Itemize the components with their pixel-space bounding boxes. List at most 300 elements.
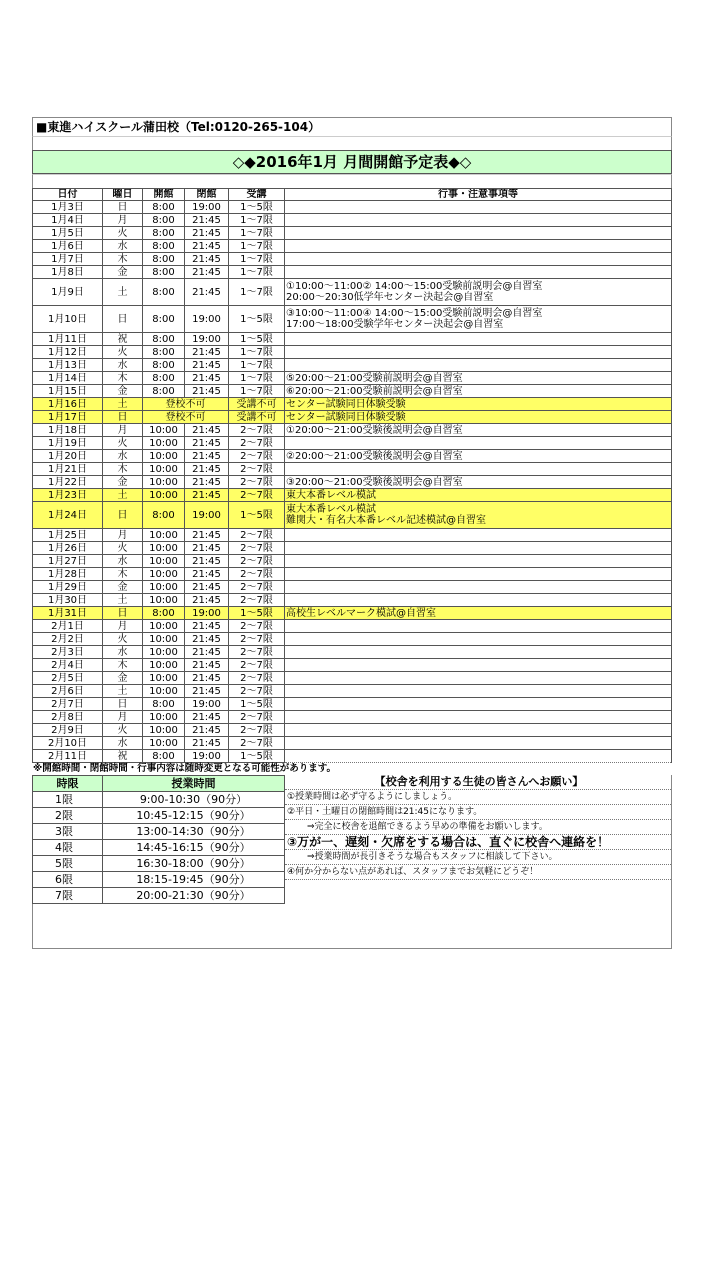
rule-item: ③万が一、遅刻・欠席をする場合は、直ぐに校舎へ連絡を！ xyxy=(285,835,671,850)
close-time-cell: 21:45 xyxy=(185,346,229,359)
open-time-cell: 8:00 xyxy=(143,214,185,227)
rules-title: 【校舎を利用する生徒の皆さんへお願い】 xyxy=(285,775,671,790)
event-text: センター試験同日体験受験 xyxy=(286,411,406,423)
rule-item: ②平日・土曜日の閉館時間は21:45になります。 xyxy=(285,805,671,820)
weekday-cell: 月 xyxy=(103,424,143,437)
rule-item: ④何か分からない点があれば、スタッフまでお気軽にどうぞ！ xyxy=(285,865,671,880)
table-row xyxy=(33,646,672,659)
open-time-cell: 10:00 xyxy=(143,633,185,646)
table-row xyxy=(33,227,672,240)
event-text: ①10:00～11:00② 14:00～15:00受験前説明会@自習室 xyxy=(286,281,543,292)
class-period-cell: 2～7限 xyxy=(229,685,285,698)
close-time-cell: 21:45 xyxy=(185,253,229,266)
event-text: ①20:00～21:00受験後説明会@自習室 xyxy=(286,424,463,436)
table-row xyxy=(33,450,672,463)
class-period-cell: 1～5限 xyxy=(229,607,285,620)
open-time-cell: 10:00 xyxy=(143,581,185,594)
date-cell: 1月11日 xyxy=(33,333,103,346)
weekday-cell: 月 xyxy=(103,620,143,633)
weekday-cell: 火 xyxy=(103,542,143,555)
weekday-cell: 祝 xyxy=(103,750,143,763)
class-period-cell: 1～5限 xyxy=(229,698,285,711)
open-time-cell: 8:00 xyxy=(143,698,185,711)
date-cell: 1月4日 xyxy=(33,214,103,227)
date-cell: 2月5日 xyxy=(33,672,103,685)
weekday-cell: 土 xyxy=(103,398,143,411)
weekday-cell: 木 xyxy=(103,659,143,672)
table-row xyxy=(33,568,672,581)
date-cell: 1月31日 xyxy=(33,607,103,620)
table-row xyxy=(33,685,672,698)
weekday-cell: 木 xyxy=(103,253,143,266)
table-row xyxy=(33,306,672,333)
class-period-cell: 1～7限 xyxy=(229,227,285,240)
table-row xyxy=(33,581,672,594)
event-cell xyxy=(285,463,672,476)
table-row xyxy=(33,620,672,633)
event-cell xyxy=(285,724,672,737)
open-time-cell: 10:00 xyxy=(143,620,185,633)
event-cell xyxy=(285,737,672,750)
date-cell: 2月3日 xyxy=(33,646,103,659)
event-text: ③20:00～21:00受験後説明会@自習室 xyxy=(286,476,463,488)
date-cell: 1月12日 xyxy=(33,346,103,359)
weekday-cell: 土 xyxy=(103,594,143,607)
period-row xyxy=(33,840,285,856)
weekday-cell: 日 xyxy=(103,502,143,529)
period-time: 9:00-10:30（90分） xyxy=(103,792,285,808)
date-cell: 1月23日 xyxy=(33,489,103,502)
weekday-cell: 水 xyxy=(103,359,143,372)
date-cell: 1月29日 xyxy=(33,581,103,594)
weekday-cell: 土 xyxy=(103,279,143,306)
event-cell xyxy=(285,672,672,685)
class-period-cell: 1～7限 xyxy=(229,385,285,398)
class-period-cell: 2～7限 xyxy=(229,529,285,542)
event-text: 東大本番レベル模試 xyxy=(286,504,376,515)
class-period-cell: 受講不可 xyxy=(229,398,285,411)
event-cell xyxy=(285,489,672,502)
open-time-cell: 10:00 xyxy=(143,594,185,607)
weekday-cell: 月 xyxy=(103,214,143,227)
table-row xyxy=(33,659,672,672)
class-period-cell: 2～7限 xyxy=(229,633,285,646)
weekday-cell: 水 xyxy=(103,240,143,253)
close-time-cell: 21:45 xyxy=(185,476,229,489)
close-time-cell: 21:45 xyxy=(185,463,229,476)
closed-cell: 登校不可 xyxy=(143,398,229,411)
close-time-cell: 21:45 xyxy=(185,581,229,594)
date-cell: 1月21日 xyxy=(33,463,103,476)
event-text: 17:00～18:00受験学年センター決起会@自習室 xyxy=(286,319,504,330)
period-name: 6限 xyxy=(33,872,103,888)
event-text: 難関大・有名大本番レベル記述模試@自習室 xyxy=(286,515,486,526)
event-text: ③10:00～11:00④ 14:00～15:00受験前説明会@自習室 xyxy=(286,308,543,319)
table-row xyxy=(33,240,672,253)
col-close-header: 閉館 xyxy=(185,189,229,201)
event-cell xyxy=(285,750,672,763)
table-row xyxy=(33,529,672,542)
date-cell: 1月28日 xyxy=(33,568,103,581)
period-row xyxy=(33,824,285,840)
event-cell xyxy=(285,502,672,529)
col-events-header: 行事・注意事項等 xyxy=(285,189,672,201)
event-cell xyxy=(285,542,672,555)
table-row xyxy=(33,555,672,568)
date-cell: 1月20日 xyxy=(33,450,103,463)
weekday-cell: 金 xyxy=(103,266,143,279)
weekday-cell: 金 xyxy=(103,476,143,489)
closed-cell: 登校不可 xyxy=(143,411,229,424)
event-cell xyxy=(285,359,672,372)
rules-panel xyxy=(285,775,672,904)
weekday-cell: 金 xyxy=(103,385,143,398)
event-cell xyxy=(285,450,672,463)
event-cell xyxy=(285,214,672,227)
period-name: 4限 xyxy=(33,840,103,856)
date-cell: 1月7日 xyxy=(33,253,103,266)
date-cell: 1月17日 xyxy=(33,411,103,424)
event-cell xyxy=(285,279,672,306)
table-row xyxy=(33,437,672,450)
period-row xyxy=(33,888,285,904)
close-time-cell: 21:45 xyxy=(185,633,229,646)
table-row xyxy=(33,346,672,359)
rule-item: ⇒授業時間が長引きそうな場合もスタッフに相談して下さい。 xyxy=(285,850,671,865)
class-period-cell: 1～7限 xyxy=(229,253,285,266)
open-time-cell: 10:00 xyxy=(143,685,185,698)
event-cell xyxy=(285,372,672,385)
class-period-cell: 1～7限 xyxy=(229,346,285,359)
date-cell: 2月10日 xyxy=(33,737,103,750)
event-cell xyxy=(285,333,672,346)
open-time-cell: 8:00 xyxy=(143,201,185,214)
event-text: センター試験同日体験受験 xyxy=(286,398,406,410)
periods-header-row xyxy=(33,776,285,792)
weekday-cell: 水 xyxy=(103,737,143,750)
schedule-sheet xyxy=(32,117,672,949)
open-time-cell: 8:00 xyxy=(143,607,185,620)
event-text: ⑥20:00～21:00受験前説明会@自習室 xyxy=(286,385,463,397)
date-cell: 2月1日 xyxy=(33,620,103,633)
class-period-cell: 1～7限 xyxy=(229,359,285,372)
table-row xyxy=(33,214,672,227)
weekday-cell: 火 xyxy=(103,437,143,450)
open-time-cell: 10:00 xyxy=(143,555,185,568)
event-cell xyxy=(285,398,672,411)
open-time-cell: 8:00 xyxy=(143,333,185,346)
class-period-cell: 2～7限 xyxy=(229,672,285,685)
class-period-cell: 1～7限 xyxy=(229,214,285,227)
class-period-cell: 2～7限 xyxy=(229,437,285,450)
date-cell: 1月25日 xyxy=(33,529,103,542)
close-time-cell: 19:00 xyxy=(185,502,229,529)
weekday-cell: 金 xyxy=(103,672,143,685)
open-time-cell: 8:00 xyxy=(143,385,185,398)
blank-row xyxy=(32,174,672,188)
weekday-cell: 土 xyxy=(103,685,143,698)
school-header: ■東進ハイスクール蒲田校（Tel:0120-265-104） xyxy=(32,117,672,136)
close-time-cell: 21:45 xyxy=(185,385,229,398)
open-time-cell: 8:00 xyxy=(143,306,185,333)
period-name: 3限 xyxy=(33,824,103,840)
close-time-cell: 19:00 xyxy=(185,201,229,214)
close-time-cell: 21:45 xyxy=(185,372,229,385)
rule-item: ①授業時間は必ず守るようにしましょう。 xyxy=(285,790,671,805)
event-cell xyxy=(285,620,672,633)
date-cell: 2月8日 xyxy=(33,711,103,724)
class-period-cell: 2～7限 xyxy=(229,542,285,555)
time-col-header: 授業時間 xyxy=(103,776,285,792)
date-cell: 1月5日 xyxy=(33,227,103,240)
blank-footer xyxy=(32,904,672,949)
close-time-cell: 21:45 xyxy=(185,568,229,581)
table-row xyxy=(33,633,672,646)
weekday-cell: 日 xyxy=(103,411,143,424)
bottom-section xyxy=(32,775,672,904)
class-period-cell: 1～5限 xyxy=(229,750,285,763)
date-cell: 1月15日 xyxy=(33,385,103,398)
period-time: 20:00-21:30（90分） xyxy=(103,888,285,904)
class-period-cell: 2～7限 xyxy=(229,594,285,607)
change-notice: ※開館時間・閉館時間・行事内容は随時変更となる可能性があります。 xyxy=(33,763,336,774)
class-period-cell: 2～7限 xyxy=(229,489,285,502)
close-time-cell: 21:45 xyxy=(185,359,229,372)
event-cell xyxy=(285,227,672,240)
event-cell xyxy=(285,306,672,333)
class-period-cell: 2～7限 xyxy=(229,724,285,737)
event-cell xyxy=(285,698,672,711)
event-cell xyxy=(285,711,672,724)
event-cell xyxy=(285,266,672,279)
date-cell: 1月26日 xyxy=(33,542,103,555)
close-time-cell: 21:45 xyxy=(185,659,229,672)
period-row xyxy=(33,792,285,808)
event-cell xyxy=(285,581,672,594)
period-name: 1限 xyxy=(33,792,103,808)
close-time-cell: 21:45 xyxy=(185,542,229,555)
weekday-cell: 祝 xyxy=(103,333,143,346)
table-row xyxy=(33,279,672,306)
class-period-cell: 1～7限 xyxy=(229,372,285,385)
date-cell: 2月7日 xyxy=(33,698,103,711)
period-name: 7限 xyxy=(33,888,103,904)
weekday-cell: 水 xyxy=(103,646,143,659)
open-time-cell: 8:00 xyxy=(143,279,185,306)
event-cell xyxy=(285,424,672,437)
close-time-cell: 21:45 xyxy=(185,489,229,502)
table-row xyxy=(33,607,672,620)
event-text: ⑤20:00～21:00受験前説明会@自習室 xyxy=(286,372,463,384)
table-row xyxy=(33,698,672,711)
schedule-table xyxy=(32,188,672,763)
open-time-cell: 8:00 xyxy=(143,240,185,253)
close-time-cell: 21:45 xyxy=(185,437,229,450)
close-time-cell: 19:00 xyxy=(185,607,229,620)
weekday-cell: 日 xyxy=(103,201,143,214)
class-period-cell: 受講不可 xyxy=(229,411,285,424)
event-cell xyxy=(285,594,672,607)
event-cell xyxy=(285,346,672,359)
weekday-cell: 水 xyxy=(103,555,143,568)
event-cell xyxy=(285,685,672,698)
period-time: 14:45-16:15（90分） xyxy=(103,840,285,856)
open-time-cell: 10:00 xyxy=(143,737,185,750)
close-time-cell: 21:45 xyxy=(185,279,229,306)
event-cell xyxy=(285,385,672,398)
open-time-cell: 8:00 xyxy=(143,253,185,266)
col-weekday-header: 曜日 xyxy=(103,189,143,201)
class-period-cell: 1～7限 xyxy=(229,240,285,253)
open-time-cell: 10:00 xyxy=(143,529,185,542)
open-time-cell: 10:00 xyxy=(143,463,185,476)
period-row xyxy=(33,808,285,824)
weekday-cell: 金 xyxy=(103,581,143,594)
table-row xyxy=(33,737,672,750)
weekday-cell: 月 xyxy=(103,529,143,542)
event-text: 高校生レベルマーク模試@自習室 xyxy=(286,607,436,619)
open-time-cell: 10:00 xyxy=(143,659,185,672)
date-cell: 2月2日 xyxy=(33,633,103,646)
period-col-header: 時限 xyxy=(33,776,103,792)
close-time-cell: 21:45 xyxy=(185,711,229,724)
open-time-cell: 8:00 xyxy=(143,359,185,372)
table-row xyxy=(33,724,672,737)
close-time-cell: 21:45 xyxy=(185,214,229,227)
class-period-cell: 1～7限 xyxy=(229,266,285,279)
period-time: 13:00-14:30（90分） xyxy=(103,824,285,840)
date-cell: 1月30日 xyxy=(33,594,103,607)
open-time-cell: 8:00 xyxy=(143,346,185,359)
period-name: 5限 xyxy=(33,856,103,872)
class-period-cell: 2～7限 xyxy=(229,581,285,594)
close-time-cell: 21:45 xyxy=(185,240,229,253)
weekday-cell: 火 xyxy=(103,227,143,240)
close-time-cell: 21:45 xyxy=(185,227,229,240)
close-time-cell: 21:45 xyxy=(185,555,229,568)
open-time-cell: 10:00 xyxy=(143,450,185,463)
open-time-cell: 10:00 xyxy=(143,568,185,581)
open-time-cell: 10:00 xyxy=(143,711,185,724)
close-time-cell: 21:45 xyxy=(185,724,229,737)
date-cell: 1月24日 xyxy=(33,502,103,529)
date-cell: 1月6日 xyxy=(33,240,103,253)
weekday-cell: 日 xyxy=(103,306,143,333)
date-cell: 2月11日 xyxy=(33,750,103,763)
open-time-cell: 8:00 xyxy=(143,372,185,385)
event-text: 20:00～20:30低学年センター決起会@自習室 xyxy=(286,292,494,303)
open-time-cell: 10:00 xyxy=(143,489,185,502)
date-cell: 1月18日 xyxy=(33,424,103,437)
date-cell: 1月14日 xyxy=(33,372,103,385)
event-cell xyxy=(285,411,672,424)
close-time-cell: 19:00 xyxy=(185,333,229,346)
close-time-cell: 19:00 xyxy=(185,750,229,763)
col-date-header: 日付 xyxy=(33,189,103,201)
event-cell xyxy=(285,253,672,266)
blank-row xyxy=(32,136,672,150)
period-time: 16:30-18:00（90分） xyxy=(103,856,285,872)
period-row xyxy=(33,856,285,872)
class-period-cell: 1～5限 xyxy=(229,333,285,346)
open-time-cell: 10:00 xyxy=(143,476,185,489)
open-time-cell: 10:00 xyxy=(143,646,185,659)
table-row xyxy=(33,253,672,266)
table-row xyxy=(33,424,672,437)
class-period-cell: 2～7限 xyxy=(229,463,285,476)
class-period-cell: 1～5限 xyxy=(229,306,285,333)
table-row xyxy=(33,594,672,607)
weekday-cell: 木 xyxy=(103,463,143,476)
weekday-cell: 日 xyxy=(103,698,143,711)
date-cell: 1月3日 xyxy=(33,201,103,214)
date-cell: 1月27日 xyxy=(33,555,103,568)
weekday-cell: 日 xyxy=(103,607,143,620)
class-period-cell: 2～7限 xyxy=(229,555,285,568)
open-time-cell: 10:00 xyxy=(143,724,185,737)
table-row xyxy=(33,372,672,385)
class-period-cell: 2～7限 xyxy=(229,476,285,489)
event-cell xyxy=(285,646,672,659)
class-period-cell: 2～7限 xyxy=(229,659,285,672)
date-cell: 2月6日 xyxy=(33,685,103,698)
table-row xyxy=(33,476,672,489)
close-time-cell: 21:45 xyxy=(185,620,229,633)
close-time-cell: 21:45 xyxy=(185,646,229,659)
table-header-row xyxy=(33,189,672,201)
rule-item: ⇒完全に校舎を退館できるよう早めの準備をお願いします。 xyxy=(285,820,671,835)
event-cell xyxy=(285,437,672,450)
class-period-cell: 2～7限 xyxy=(229,424,285,437)
table-row xyxy=(33,502,672,529)
close-time-cell: 19:00 xyxy=(185,698,229,711)
period-name: 2限 xyxy=(33,808,103,824)
close-time-cell: 21:45 xyxy=(185,672,229,685)
weekday-cell: 火 xyxy=(103,724,143,737)
open-time-cell: 10:00 xyxy=(143,672,185,685)
period-time: 18:15-19:45（90分） xyxy=(103,872,285,888)
table-row xyxy=(33,333,672,346)
date-cell: 1月19日 xyxy=(33,437,103,450)
date-cell: 1月13日 xyxy=(33,359,103,372)
open-time-cell: 10:00 xyxy=(143,542,185,555)
date-cell: 1月10日 xyxy=(33,306,103,333)
close-time-cell: 21:45 xyxy=(185,424,229,437)
event-cell xyxy=(285,555,672,568)
event-cell xyxy=(285,659,672,672)
open-time-cell: 8:00 xyxy=(143,750,185,763)
col-class-header: 受講 xyxy=(229,189,285,201)
event-cell xyxy=(285,201,672,214)
period-time: 10:45-12:15（90分） xyxy=(103,808,285,824)
table-row xyxy=(33,711,672,724)
table-row xyxy=(33,672,672,685)
date-cell: 1月8日 xyxy=(33,266,103,279)
open-time-cell: 8:00 xyxy=(143,227,185,240)
event-cell xyxy=(285,240,672,253)
table-row xyxy=(33,750,672,763)
open-time-cell: 8:00 xyxy=(143,502,185,529)
close-time-cell: 21:45 xyxy=(185,685,229,698)
weekday-cell: 木 xyxy=(103,372,143,385)
class-period-cell: 1～7限 xyxy=(229,279,285,306)
date-cell: 2月4日 xyxy=(33,659,103,672)
event-text: 東大本番レベル模試 xyxy=(286,489,376,501)
page-title: ◇◆2016年1月 月間開館予定表◆◇ xyxy=(32,150,672,174)
table-row xyxy=(33,385,672,398)
class-period-cell: 2～7限 xyxy=(229,450,285,463)
table-row xyxy=(33,398,672,411)
